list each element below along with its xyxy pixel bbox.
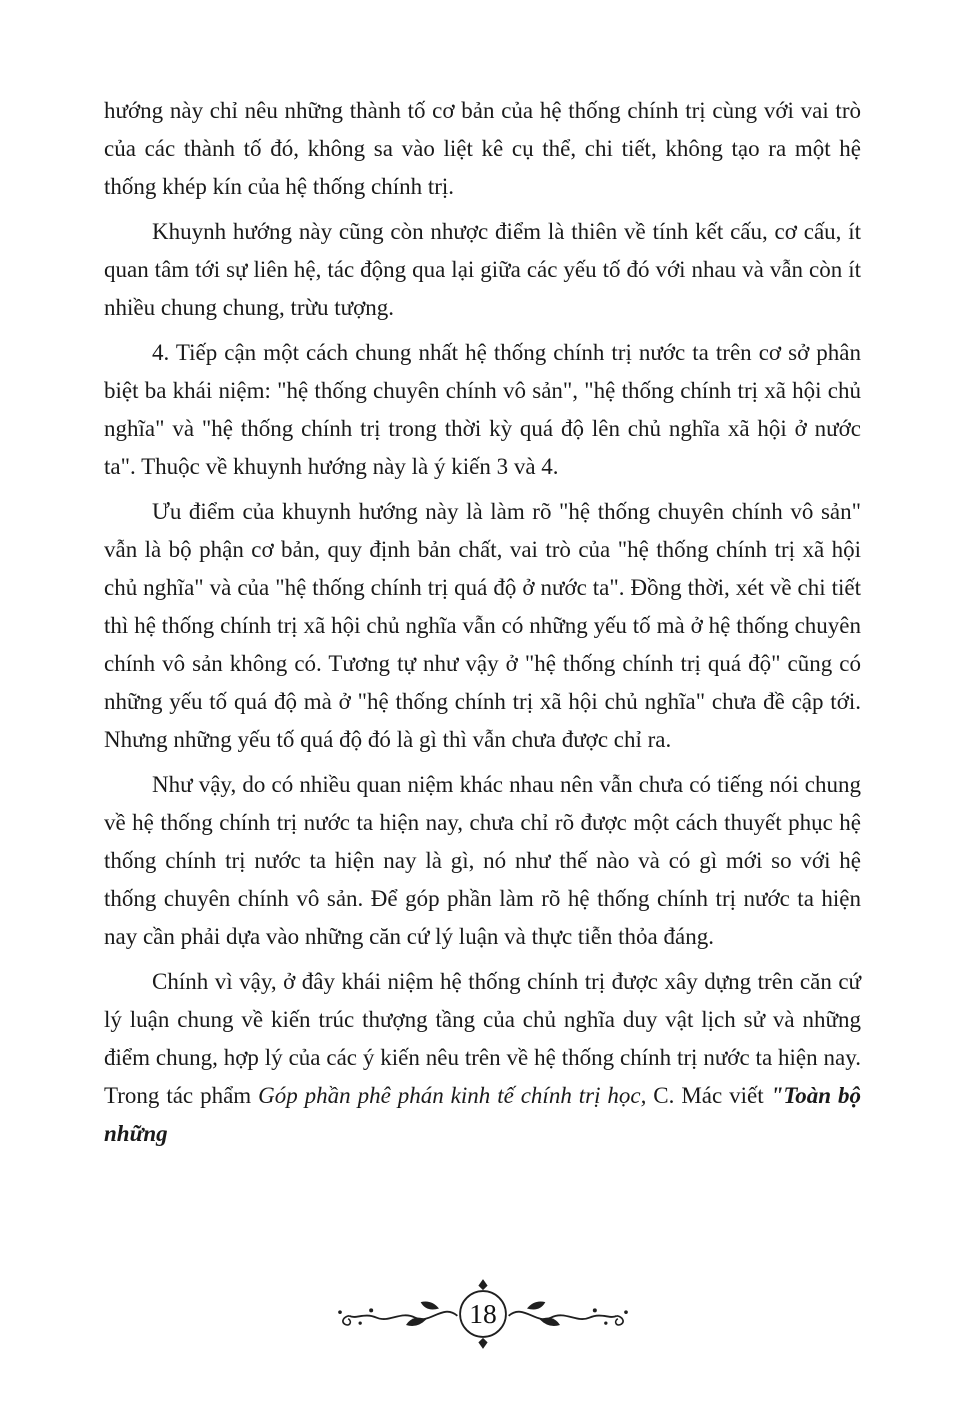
paragraph-continuation: hướng này chỉ nêu những thành tố cơ bản của hệ thống chính trị cùng với vai trò của các thành tố đó, không sa vào liệt kê cụ thể, chi tiết, không tạo ra một hệ thống khép kín của hệ thống chính trị. — [104, 98, 861, 199]
footer-ornament — [318, 1272, 648, 1356]
flourish-left — [338, 1301, 457, 1326]
final-paragraph-middle: C. Mác viết — [646, 1083, 771, 1108]
page-footer — [0, 1272, 965, 1356]
final-paragraph-lead: Chính vì vậy, ở đây khái niệm hệ thống chính trị được xây dựng trên căn cứ lý luận chung về kiến trúc thượng tầng của chủ nghĩa duy vật lịch sử và những điểm chung, hợp lý của các ý kiến nêu trên về hệ thống chính trị nước ta hiện nay. Trong tác phẩm — [104, 969, 861, 1108]
paragraph: Ưu điểm của khuynh hướng này là làm rõ "hệ thống chuyên chính vô sản" vẫn là bộ phận cơ bản, quy định bản chất, vai trò của "hệ thống chính trị xã hội chủ nghĩa" và của "hệ thống chính trị quá độ ở nước ta". Đồng thời, xét về chi tiết thì hệ thống chính trị xã hội chủ nghĩa vẫn có những yếu tố mà ở hệ thống chuyên chính vô sản không có. Tương tự như vậy ở "hệ thống chính trị quá độ" cũng có những yếu tố quá độ mà ở "hệ thống chính trị xã hội chủ nghĩa" chưa đề cập tới. Nhưng những yếu tố quá độ đó là gì thì vẫn chưa được chỉ ra. — [104, 499, 861, 752]
page-number-medallion — [460, 1279, 506, 1349]
paragraph: Như vậy, do có nhiều quan niệm khác nhau nên vẫn chưa có tiếng nói chung về hệ thống chính trị nước ta hiện nay, chưa chỉ rõ được một cách thuyết phục hệ thống chính trị nước ta hiện nay là gì, nó như thế nào và có gì mới so với hệ thống chuyên chính vô sản. Để góp phần làm rõ hệ thống chính trị nước ta hiện nay cần phải dựa vào những căn cứ lý luận và thực tiễn thỏa đáng. — [104, 772, 861, 949]
flourish-right — [508, 1301, 627, 1326]
medallion-bottom-finial — [478, 1338, 487, 1349]
quote-opening: "Toàn bộ những — [104, 1083, 861, 1146]
medallion-top-finial — [478, 1279, 487, 1290]
cited-work-title: Góp phần phê phán kinh tế chính trị học, — [258, 1083, 647, 1108]
page-number: 18 — [468, 1298, 497, 1330]
paragraph: Khuynh hướng này cũng còn nhược điểm là thiên về tính kết cấu, cơ cấu, ít quan tâm tới sự liên hệ, tác động qua lại giữa các yếu tố đó với nhau và vẫn còn ít nhiều chung chung, trừu tượng. — [104, 219, 861, 320]
paragraph-final — [104, 963, 861, 1153]
paragraph: 4. Tiếp cận một cách chung nhất hệ thống chính trị nước ta trên cơ sở phân biệt ba khái niệm: "hệ thống chuyên chính vô sản", "hệ thống chính trị xã hội chủ nghĩa" và "hệ thống chính trị trong thời kỳ quá độ lên chủ nghĩa xã hội ở nước ta". Thuộc về khuynh hướng này là ý kiến 3 và 4. — [104, 340, 861, 479]
